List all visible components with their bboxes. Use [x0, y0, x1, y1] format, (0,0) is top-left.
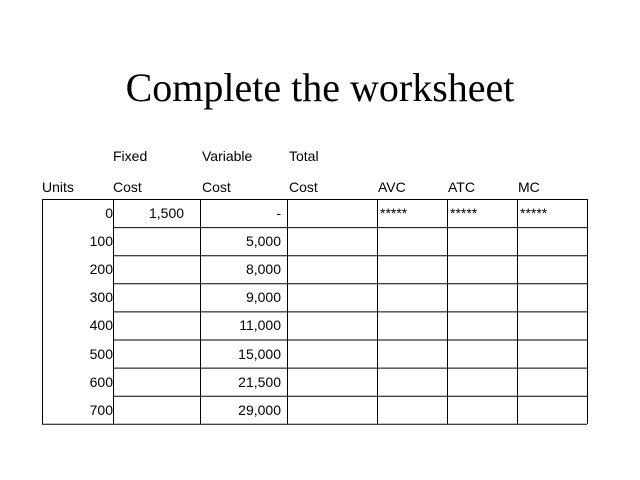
header-variable: Variable	[202, 148, 253, 164]
page-title: Complete the worksheet	[125, 65, 515, 110]
cell-fixed: 1,500	[149, 205, 185, 221]
cell-atc: *****	[450, 205, 478, 221]
header-mc: MC	[518, 179, 540, 195]
cell-variable: 15,000	[238, 345, 281, 362]
cell-units: 200	[89, 261, 113, 278]
header-atc: ATC	[448, 179, 475, 195]
header-avc: AVC	[378, 179, 406, 195]
cell-variable: 9,000	[245, 289, 281, 306]
cell-units: 400	[89, 317, 113, 334]
cell-avc: *****	[380, 205, 408, 221]
cell-units: 300	[89, 289, 113, 306]
cell-variable: 5,000	[245, 233, 281, 250]
header-total-cost: Cost	[289, 179, 318, 195]
cell-variable: 21,500	[238, 373, 281, 390]
cell-units: 700	[89, 401, 113, 418]
cell-units: 600	[89, 373, 113, 390]
header-fixed-cost: Cost	[113, 179, 142, 195]
cell-units: 0	[105, 205, 113, 221]
header-fixed: Fixed	[113, 148, 148, 164]
cell-variable: 29,000	[238, 401, 281, 418]
cell-units: 100	[89, 233, 113, 250]
header-units: Units	[42, 179, 74, 195]
cell-units: 500	[89, 345, 113, 362]
header-total: Total	[289, 148, 319, 164]
header-variable-cost: Cost	[202, 179, 231, 195]
cell-variable: -	[276, 205, 281, 221]
cell-variable: 8,000	[245, 261, 281, 278]
cell-variable: 11,000	[239, 317, 281, 334]
cell-mc: *****	[520, 205, 548, 221]
